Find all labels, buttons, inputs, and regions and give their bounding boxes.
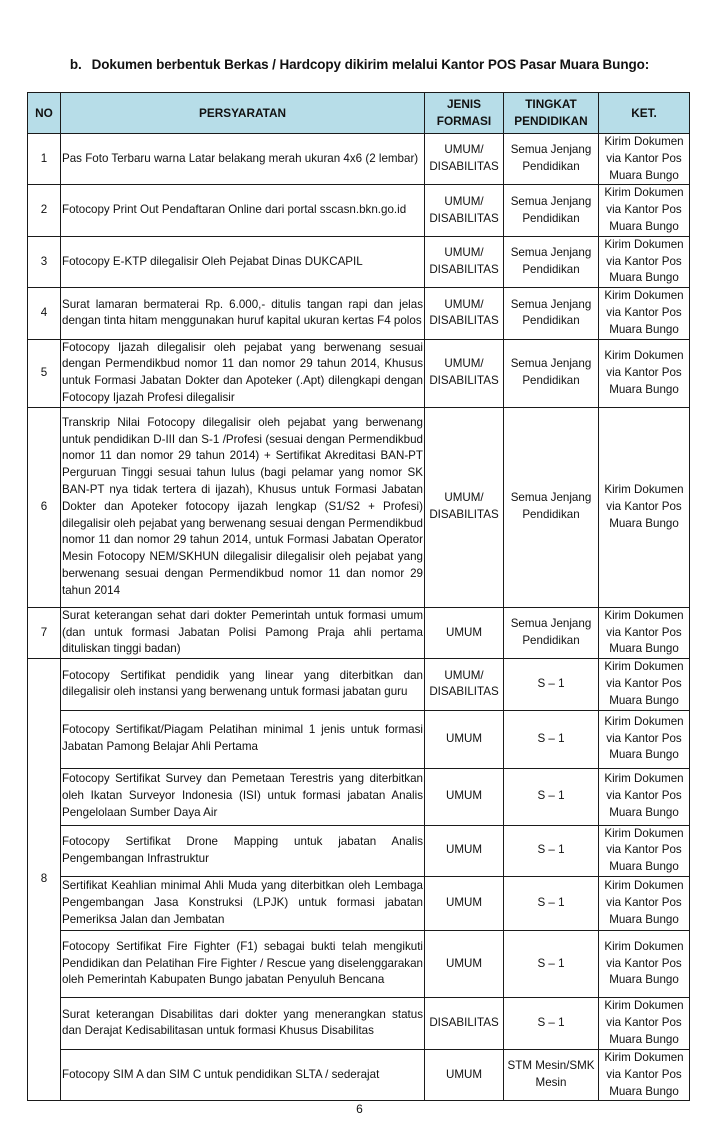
row-jenis-formasi: UMUM/ DISABILITAS xyxy=(425,288,504,339)
row-jenis-formasi: UMUM xyxy=(425,607,504,658)
table-row xyxy=(28,768,690,825)
row-persyaratan: Fotocopy Sertifikat/Piagam Pelatihan minimal 1 jenis untuk formasi Jabatan Pamong Belajar Ahli Pertama xyxy=(61,710,425,768)
row-jenis-formasi: UMUM/ DISABILITAS xyxy=(425,407,504,607)
row-jenis-formasi: DISABILITAS xyxy=(425,997,504,1049)
row-no: 1 xyxy=(28,134,61,185)
row-jenis-formasi: UMUM/ DISABILITAS xyxy=(425,339,504,407)
row-jenis-formasi: UMUM xyxy=(425,710,504,768)
col-header-ket: KET. xyxy=(599,93,690,134)
table-row xyxy=(28,236,690,287)
row-no: 5 xyxy=(28,339,61,407)
row-persyaratan: Fotocopy Sertifikat Drone Mapping untuk jabatan Analis Pengembangan Infrastruktur xyxy=(61,825,425,876)
table-row xyxy=(28,339,690,407)
row-tingkat-pendidikan: Semua Jenjang Pendidikan xyxy=(504,407,599,607)
row-persyaratan: Surat lamaran bermaterai Rp. 6.000,- ditulis tangan rapi dan jelas dengan tinta hitam menggunakan huruf kapital ukuran kertas F4 polos xyxy=(61,288,425,339)
row-ket: Kirim Dokumen via Kantor Pos Muara Bungo xyxy=(599,710,690,768)
row-jenis-formasi: UMUM xyxy=(425,930,504,997)
row-tingkat-pendidikan: S – 1 xyxy=(504,825,599,876)
table-row xyxy=(28,997,690,1049)
table-row xyxy=(28,288,690,339)
row-no: 2 xyxy=(28,185,61,236)
row-jenis-formasi: UMUM xyxy=(425,876,504,930)
row-jenis-formasi: UMUM/ DISABILITAS xyxy=(425,659,504,710)
row-persyaratan: Fotocopy SIM A dan SIM C untuk pendidikan SLTA / sederajat xyxy=(61,1049,425,1100)
table-row xyxy=(28,710,690,768)
col-header-no: NO xyxy=(28,93,61,134)
row-no: 3 xyxy=(28,236,61,287)
row-tingkat-pendidikan: S – 1 xyxy=(504,768,599,825)
row-jenis-formasi: UMUM xyxy=(425,825,504,876)
section-title: Dokumen berbentuk Berkas / Hardcopy dikirim melalui Kantor POS Pasar Muara Bungo: xyxy=(91,57,650,72)
row-persyaratan: Fotocopy Ijazah dilegalisir oleh pejabat yang berwenang sesuai dengan Permendikbud nomor 11 dan nomor 29 tahun 2014, Khusus untuk Formasi Jabatan Dokter dan Apoteker (.Apt) dilengkapi dengan Fotocopy Ijazah Profesi dilegalisir xyxy=(61,339,425,407)
row-tingkat-pendidikan: Semua Jenjang Pendidikan xyxy=(504,288,599,339)
row-ket: Kirim Dokumen via Kantor Pos Muara Bungo xyxy=(599,930,690,997)
row-persyaratan: Fotocopy Sertifikat pendidik yang linear yang diterbitkan dan dilegalisir oleh instansi yang berwenang untuk formasi jabatan guru xyxy=(61,659,425,710)
row-ket: Kirim Dokumen via Kantor Pos Muara Bungo xyxy=(599,288,690,339)
section-label: b. xyxy=(69,57,82,72)
row-tingkat-pendidikan: S – 1 xyxy=(504,659,599,710)
table-header-row xyxy=(28,93,690,134)
row-ket: Kirim Dokumen via Kantor Pos Muara Bungo xyxy=(599,339,690,407)
row-jenis-formasi: UMUM/ DISABILITAS xyxy=(425,134,504,185)
section-heading xyxy=(0,57,719,72)
row-jenis-formasi: UMUM/ DISABILITAS xyxy=(425,236,504,287)
row-no: 4 xyxy=(28,288,61,339)
page-number: 6 xyxy=(356,1102,363,1116)
row-ket: Kirim Dokumen via Kantor Pos Muara Bungo xyxy=(599,825,690,876)
row-no: 7 xyxy=(28,607,61,658)
row-tingkat-pendidikan: S – 1 xyxy=(504,930,599,997)
table-row xyxy=(28,659,690,710)
row-tingkat-pendidikan: Semua Jenjang Pendidikan xyxy=(504,339,599,407)
col-header-tingkat-pendidikan: TINGKAT PENDIDIKAN xyxy=(504,93,599,134)
row-jenis-formasi: UMUM xyxy=(425,1049,504,1100)
table-row xyxy=(28,407,690,607)
row-ket: Kirim Dokumen via Kantor Pos Muara Bungo xyxy=(599,876,690,930)
table-row xyxy=(28,1049,690,1100)
row-ket: Kirim Dokumen via Kantor Pos Muara Bungo xyxy=(599,659,690,710)
row-tingkat-pendidikan: S – 1 xyxy=(504,876,599,930)
row-tingkat-pendidikan: S – 1 xyxy=(504,997,599,1049)
row-persyaratan: Fotocopy Sertifikat Fire Fighter (F1) sebagai bukti telah mengikuti Pendidikan dan Pelatihan Fire Fighter / Rescue yang diselenggarakan oleh Pemerintah Kabupaten Bungo jabatan Penyuluh Bencana xyxy=(61,930,425,997)
row-ket: Kirim Dokumen via Kantor Pos Muara Bungo xyxy=(599,768,690,825)
col-header-jenis-formasi: JENIS FORMASI xyxy=(425,93,504,134)
row-persyaratan: Fotocopy E-KTP dilegalisir Oleh Pejabat Dinas DUKCAPIL xyxy=(61,236,425,287)
row-jenis-formasi: UMUM xyxy=(425,768,504,825)
row-ket: Kirim Dokumen via Kantor Pos Muara Bungo xyxy=(599,236,690,287)
row-ket: Kirim Dokumen via Kantor Pos Muara Bungo xyxy=(599,1049,690,1100)
row-persyaratan: Sertifikat Keahlian minimal Ahli Muda yang diterbitkan oleh Lembaga Pengembangan Jasa Konstruksi (LPJK) untuk formasi jabatan Pemeriksa Jalan dan Jembatan xyxy=(61,876,425,930)
table-row xyxy=(28,825,690,876)
row-tingkat-pendidikan: Semua Jenjang Pendidikan xyxy=(504,236,599,287)
table-row xyxy=(28,930,690,997)
row-persyaratan: Transkrip Nilai Fotocopy dilegalisir oleh pejabat yang berwenang untuk pendidikan D-III dan S-1 /Profesi (sesuai dengan Permendikbud nomor 11 dan nomor 29 tahun 2014) + Sertifikat Akreditasi BAN-PT Perguruan Tinggi sesuai tahun lulus (bagi pelamar yang nomor SK BAN-PT nya tidak tertera di ijazah), Khusus untuk Formasi Jabatan Dokter dan Apoteker fotocopy ijazah lengkap (S1/S2 + Profesi) dilegalisir oleh pejabat yang berwenang sesuai dengan Permendikbud nomor 11 dan nomor 29 tahun 2014, untuk Formasi Jabatan Operator Mesin Fotocopy NEM/SKHUN dilegalisir dilegalisir oleh pejabat yang berwenang sesuai dengan Permendikbud nomor 11 dan nomor 29 tahun 2014 xyxy=(61,407,425,607)
table-row xyxy=(28,134,690,185)
requirements-table xyxy=(27,92,690,1101)
row-ket: Kirim Dokumen via Kantor Pos Muara Bungo xyxy=(599,997,690,1049)
row-tingkat-pendidikan: Semua Jenjang Pendidikan xyxy=(504,185,599,236)
row-ket: Kirim Dokumen via Kantor Pos Muara Bungo xyxy=(599,134,690,185)
table-row xyxy=(28,876,690,930)
row-tingkat-pendidikan: Semua Jenjang Pendidikan xyxy=(504,134,599,185)
row-ket: Kirim Dokumen via Kantor Pos Muara Bungo xyxy=(599,407,690,607)
row-tingkat-pendidikan: S – 1 xyxy=(504,710,599,768)
col-header-persyaratan: PERSYARATAN xyxy=(61,93,425,134)
row-jenis-formasi: UMUM/ DISABILITAS xyxy=(425,185,504,236)
row-persyaratan: Pas Foto Terbaru warna Latar belakang merah ukuran 4x6 (2 lembar) xyxy=(61,134,425,185)
row-no: 8 xyxy=(28,659,61,1101)
table-row xyxy=(28,607,690,658)
row-persyaratan: Surat keterangan Disabilitas dari dokter yang menerangkan status dan Derajat Kedisabilitasan untuk formasi Khusus Disabilitas xyxy=(61,997,425,1049)
row-persyaratan: Fotocopy Sertifikat Survey dan Pemetaan Terestris yang diterbitkan oleh Ikatan Surveyor Indonesia (ISI) untuk formasi jabatan Analis Pengelolaan Sumber Daya Air xyxy=(61,768,425,825)
row-persyaratan: Surat keterangan sehat dari dokter Pemerintah untuk formasi umum (dan untuk formasi Jabatan Polisi Pamong Praja ahli pertama dituliskan tinggi badan) xyxy=(61,607,425,658)
row-persyaratan: Fotocopy Print Out Pendaftaran Online dari portal sscasn.bkn.go.id xyxy=(61,185,425,236)
row-ket: Kirim Dokumen via Kantor Pos Muara Bungo xyxy=(599,185,690,236)
row-no: 6 xyxy=(28,407,61,607)
row-tingkat-pendidikan: Semua Jenjang Pendidikan xyxy=(504,607,599,658)
row-ket: Kirim Dokumen via Kantor Pos Muara Bungo xyxy=(599,607,690,658)
table-row xyxy=(28,185,690,236)
row-tingkat-pendidikan: STM Mesin/SMK Mesin xyxy=(504,1049,599,1100)
